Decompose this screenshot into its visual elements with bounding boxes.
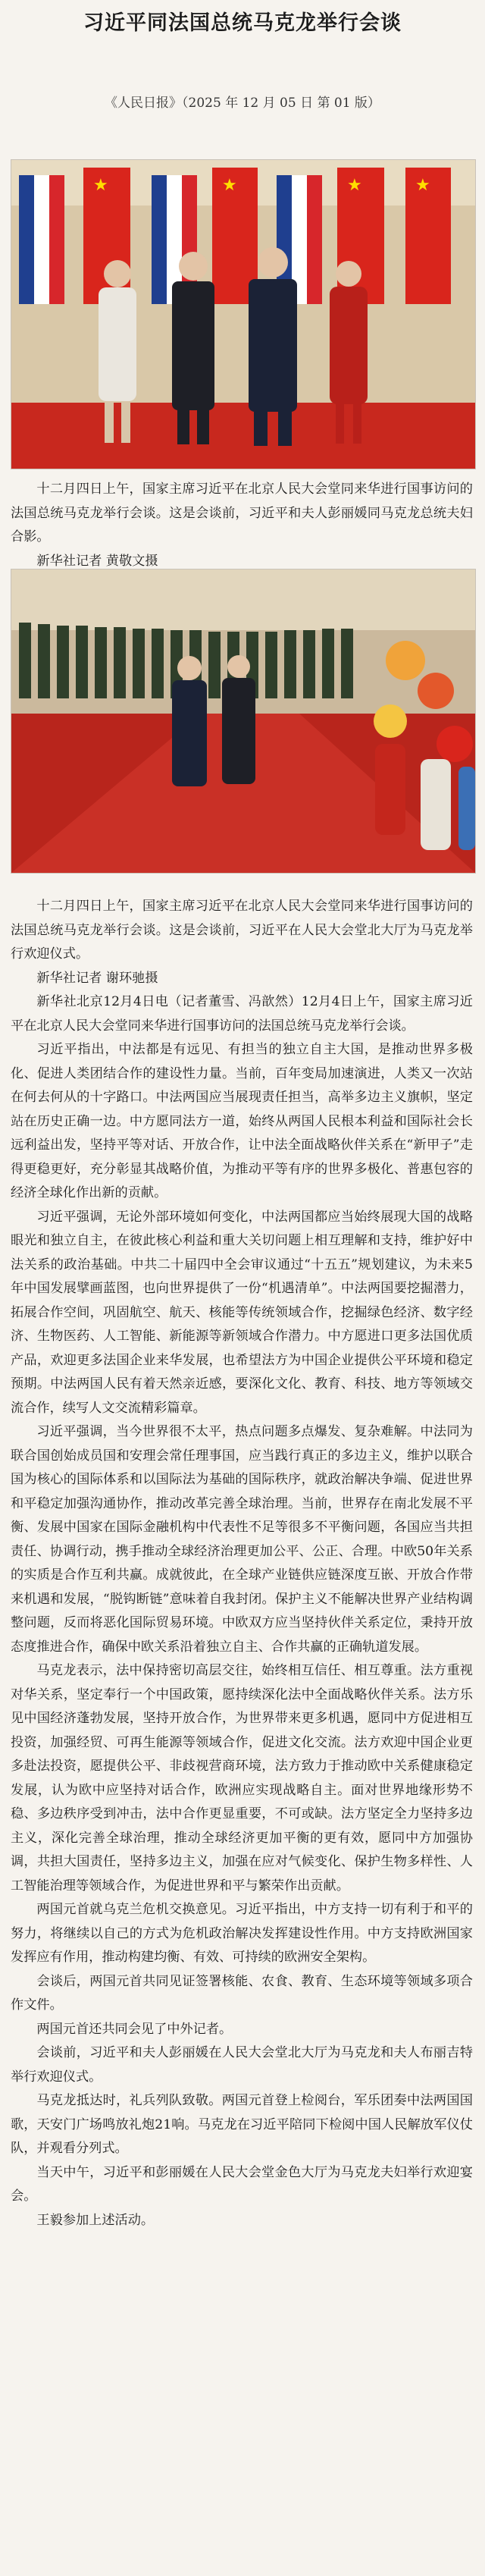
body-paragraph: 会谈前，习近平和夫人彭丽媛在人民大会堂北大厅为马克龙和夫人布丽吉特举行欢迎仪式。	[11, 2045, 473, 2085]
svg-text:★: ★	[347, 176, 362, 195]
body-paragraph: 会谈后，两国元首共同见证签署核能、农食、教育、生态环境等领域多项合作文件。	[11, 1973, 473, 2013]
photo-caption-1: 十二月四日上午，国家主席习近平在北京人民大会堂同来华进行国事访问的法国总统马克龙举行会谈。这是会谈前，习近平和夫人彭丽媛同马克龙总统夫妇合影。	[11, 482, 473, 544]
publication-source: 《人民日报》（2025 年 12 月 05 日 第 01 版）	[105, 96, 380, 111]
body-paragraph: 习近平指出，中法都是有远见、有担当的独立自主大国，是推动世界多极化、促进人类团结合作的建设性力量。当前，百年变局加速演进，人类又一次站在何去何从的十字路口。中法两国应当展现责任担当，高举多边主义旗帜，坚定站在历史正确一边。中方愿同法方一道，始终从两国人民根本利益和国际社会长远利益出发，坚持平等对话、开放合作，让中法全面战略伙伴关系在“新甲子”走得更稳更好，充分彰显其战略价值，为推动平等有序的世界多极化、普惠包容的经济全球化作出新的贡献。	[11, 1042, 473, 1200]
body-paragraph: 当天中午，习近平和彭丽媛在人民大会堂金色大厅为马克龙夫妇举行欢迎宴会。	[11, 2164, 473, 2204]
body-paragraph: 王毅参加上述活动。	[36, 2212, 155, 2228]
svg-text:★: ★	[222, 176, 237, 195]
body-paragraph: 两国元首就乌克兰危机交换意见。习近平指出，中方支持一切有利于和平的努力，将继续以自己的方式为危机政治解决发挥建设性作用。中方支持欧洲国家发挥应有作用，推动构建均衡、有效、可持续的欧洲安全架构。	[11, 1902, 473, 1965]
body-paragraph: 习近平强调，无论外部环境如何变化，中法两国都应当始终展现大国的战略眼光和独立自主，在彼此核心利益和重大关切问题上相互理解和支持，维护好中法关系的政治基础。中共二十届四中全会审议通过“十五五”规划建议，为未来5年中国发展擘画蓝图，也向世界提供了一份“机遇清单”。中法两国要挖掘潜力，拓展合作空间，巩固航空、航天、核能等传统领域合作，挖掘绿色经济、数字经济、生物医药、人工智能、新能源等新领域合作潜力。中方愿进口更多法国优质产品，欢迎更多法国企业来华发展，也希望法方为中国企业提供公平环境和稳定预期。中法两国人民有着天然亲近感，要深化文化、教育、科技、地方等领域交流合作，续写人文交流精彩篇章。	[11, 1209, 473, 1416]
body-paragraph: 习近平强调，当今世界很不太平，热点问题多点爆发、复杂难解。中法同为联合国创始成员国和安理会常任理事国，应当践行真正的多边主义，维护以联合国为核心的国际体系和以国际法为基础的国际秩序，就政治解决争端、促进世界和平稳定加强沟通协作，推动改革完善全球治理。当前，世界存在南北发展不平衡、发展中国家在国际金融机构中代表性不足等很多不平衡问题，各国应当共担责任、协调行动，携手推动全球经济治理更加公平、公正、合理。中欧50年关系的实质是合作互利共赢。成就彼此，在全球产业链供应链深度互嵌、开放合作带来机遇和发展，“脱钩断链”意味着自我封闭。保护主义不能解决世界产业结构调整问题，反而将恶化国际贸易环境。中欧双方应当坚持伙伴关系定位，秉持开放态度推进合作，确保中欧关系沿着独立自主、合作共赢的正确轨道发展。	[11, 1424, 473, 1655]
leaders-photo-illustration	[11, 160, 475, 469]
caption-block-1	[11, 478, 473, 573]
photo-caption-2: 十二月四日上午，国家主席习近平在北京人民大会堂同来华进行国事访问的法国总统马克龙举行会谈。这是会谈前，习近平在人民大会堂北大厅为马克龙举行欢迎仪式。	[11, 899, 473, 962]
body-paragraph: 马克龙抵达时，礼兵列队致敬。两国元首登上检阅台，军乐团奏中法两国国歌，天安门广场鸣放礼炮21响。马克龙在习近平陪同下检阅中国人民解放军仪仗队，并观看分列式。	[11, 2093, 473, 2156]
body-paragraph: 马克龙表示，法中保持密切高层交往，始终相互信任、相互尊重。法方重视对华关系，坚定奉行一个中国政策，愿持续深化法中全面战略伙伴关系。法方乐见中国经济蓬勃发展，坚持开放合作，为世界带来更多机遇，愿同中方促进相互投资，加强经贸、可再生能源等领域合作，促进文化交流。法方欢迎中国企业更多赴法投资，愿提供公平、非歧视营商环境，法方致力于推动欧中关系健康稳定发展，认为欧中应坚持对话合作，欧洲应实现战略自主。面对世界地缘形势不稳、多边秩序受到冲击，法中合作更显重要，不可或缺。法方坚定全力坚持多边主义，深化完善全球治理，推动全球经济更加平衡的更有效，愿同中方加强协调，共担大国责任，坚持多边主义，加强在应对气候变化、保护生物多样性、人工智能治理等领域合作，为促进世界和平与繁荣作出贡献。	[11, 1663, 473, 1894]
body-paragraph: 两国元首还共同会见了中外记者。	[36, 2021, 233, 2037]
body-paragraph: 新华社北京12月4日电（记者董雪、冯歆然）12月4日上午，国家主席习近平在北京人民大会堂同来华进行国事访问的法国总统马克龙举行会谈。	[11, 994, 473, 1034]
welcome-ceremony-photo	[11, 569, 476, 874]
svg-text:★: ★	[415, 176, 430, 195]
svg-text:★: ★	[93, 176, 108, 195]
leaders-photo	[11, 159, 476, 469]
photo-credit-2: 新华社记者 谢环驰摄	[36, 970, 158, 986]
headline: 习近平同法国总统马克龙举行会谈	[83, 11, 402, 35]
welcome-ceremony-photo-illustration	[11, 569, 475, 873]
photo-credit-1: 新华社记者 黄敬文摄	[36, 553, 158, 569]
article-body	[11, 895, 473, 2232]
